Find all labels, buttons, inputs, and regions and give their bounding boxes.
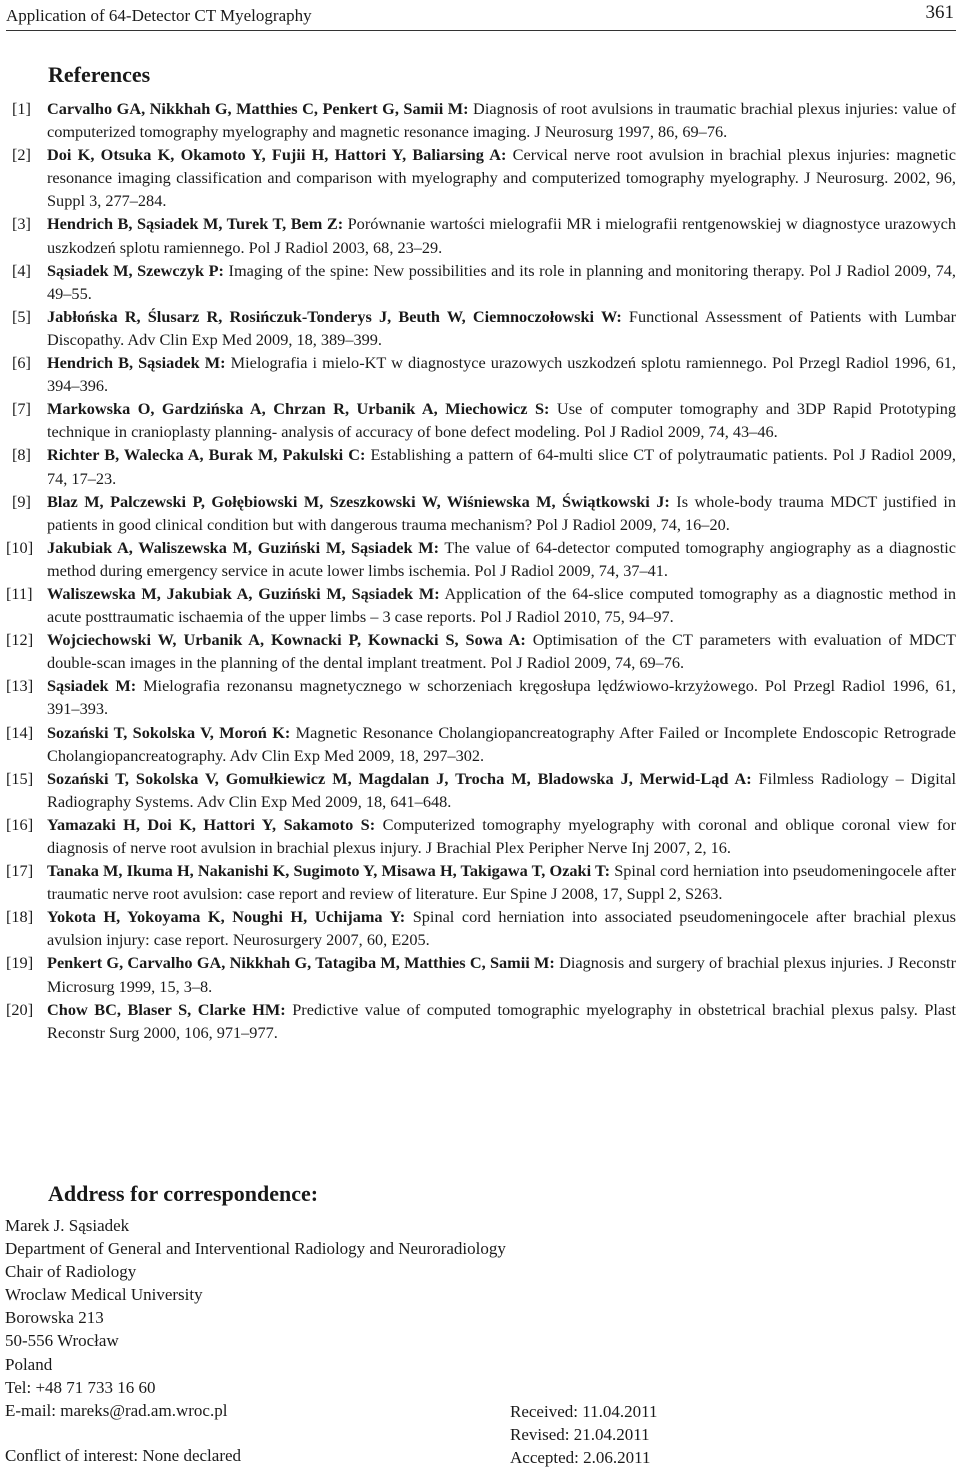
- reference-number: [13]: [6, 676, 34, 696]
- reference-text: Application of the 64-slice computed tomography as a diagnostic method in acute posttraumatic ischaemia of the upper limbs – 3 case reports. Pol J Radiol 2010, 75, 94–97.: [47, 583, 956, 627]
- running-header: [6, 0, 956, 31]
- reference-item: [0, 536, 960, 582]
- address-line: Wroclaw Medical University: [5, 1285, 203, 1305]
- reference-authors: Sąsiadek M:: [47, 676, 137, 696]
- address-line: E-mail: mareks@rad.am.wroc.pl: [5, 1400, 228, 1420]
- reference-text: Porównanie wartości mielografii MR i mielografii rentgenowskiej w diagnostyce urazowych uszkodzeń splotu ramiennego. Pol J Radiol 2003, 68, 23–29.: [47, 214, 956, 257]
- reference-item: [0, 905, 960, 951]
- address-line: Department of General and Interventional Radiology and Neuroradiology: [5, 1239, 506, 1259]
- reference-item: [0, 305, 960, 351]
- reference-text: Optimisation of the CT parameters with evaluation of MDCT double-scan images in the planning of the dental implant treatment. Pol J Radiol 2009, 74, 69–76.: [47, 630, 956, 673]
- reference-item: [0, 212, 960, 258]
- reference-text: The value of 64-detector computed tomography angiography as a diagnostic method during emergency service in acute lower limbs ischemia. Pol J Radiol 2009, 74, 37–41.: [47, 537, 956, 580]
- reference-authors: Wojciechowski W, Urbanik A, Kownacki P, Kownacki S, Sowa A:: [47, 630, 526, 650]
- reference-item: [0, 998, 960, 1044]
- reference-authors: Carvalho GA, Nikkhah G, Matthies C, Penkert G, Samii M:: [47, 99, 469, 118]
- reference-authors: Hendrich B, Sąsiadek M, Turek T, Bem Z:: [47, 214, 344, 234]
- reference-number: [15]: [6, 768, 34, 788]
- reference-item: [0, 951, 960, 997]
- reference-item: [0, 351, 960, 397]
- reference-list: [0, 97, 960, 1044]
- reference-text: Cervical nerve root avulsion in brachial plexus injuries: magnetic resonance imaging classification and comparison with myelography and computerized tomography myelography. J Neurosurg. 2002, 96, Suppl 3, 277–284.: [47, 145, 956, 211]
- reference-authors: Markowska O, Gardzińska A, Chrzan R, Urbanik A, Miechowicz S:: [47, 399, 550, 419]
- reference-authors: Penkert G, Carvalho GA, Nikkhah G, Tatagiba M, Matthies C, Samii M:: [47, 953, 555, 973]
- accepted-date: Accepted: 2.06.2011: [510, 1448, 651, 1468]
- reference-text: Functional Assessment of Patients with Lumbar Discopathy. Adv Clin Exp Med 2009, 18, 389–399.: [47, 306, 957, 349]
- reference-number: [9]: [12, 491, 31, 511]
- reference-authors: Yamazaki H, Doi K, Hattori Y, Sakamoto S:: [47, 814, 376, 834]
- received-date: Received: 11.04.2011: [510, 1402, 658, 1421]
- address-line: 50-556 Wrocław: [5, 1331, 119, 1351]
- reference-item: [0, 397, 960, 443]
- running-title: Application of 64-Detector CT Myelography: [6, 6, 312, 25]
- reference-number: [11]: [6, 583, 33, 603]
- dates-block: [510, 1400, 657, 1469]
- reference-item: [0, 813, 960, 859]
- reference-number: [10]: [6, 537, 34, 557]
- revised-date: Revised: 21.04.2011: [510, 1425, 650, 1445]
- reference-authors: Richter B, Walecka A, Burak M, Pakulski C:: [47, 445, 366, 465]
- address-heading: Address for correspondence:: [48, 1181, 319, 1206]
- reference-number: [2]: [12, 145, 31, 165]
- reference-authors: Waliszewska M, Jakubiak A, Guziński M, Sąsiadek M:: [47, 583, 440, 603]
- reference-text: Mielografia rezonansu magnetycznego w schorzeniach kręgosłupa lędźwiowo-krzyżowego. Pol Przegl Radiol 1996, 61, 391–393.: [47, 676, 956, 719]
- reference-number: [12]: [6, 630, 34, 650]
- reference-item: [0, 767, 960, 813]
- reference-authors: Chow BC, Blaser S, Clarke HM:: [47, 999, 286, 1019]
- reference-text: Magnetic Resonance Cholangiopancreatography After Failed or Incomplete Endoscopic Retrograde Cholangiopancreatography. Adv Clin Exp Med 2009, 18, 297–302.: [47, 722, 956, 765]
- reference-item: [0, 490, 960, 536]
- reference-item: [0, 582, 960, 628]
- reference-text: Imaging of the spine: New possibilities and its role in planning and monitoring therapy. Pol J Radiol 2009, 74, 49–55.: [47, 260, 956, 303]
- reference-item: [0, 859, 960, 905]
- reference-number: [19]: [6, 953, 34, 973]
- address-line: Marek J. Sąsiadek: [5, 1216, 130, 1235]
- reference-text: Diagnosis of root avulsions in traumatic brachial plexus injuries: value of computerized tomography myelography and magnetic resonance imaging. J Neurosurg 1997, 86, 69–76.: [47, 99, 956, 142]
- reference-number: [20]: [6, 999, 34, 1019]
- reference-text: Spinal cord herniation into pseudomeningocele after traumatic nerve root avulsion: case report and review of literature. Eur Spine J 2008, 17, Suppl 2, S263.: [47, 861, 956, 904]
- reference-text: Diagnosis and surgery of brachial plexus injuries. J Reconstr Microsurg 1999, 15, 3–8.: [47, 953, 956, 996]
- address-line: Tel: +48 71 733 16 60: [5, 1377, 156, 1397]
- address-line: Borowska 213: [5, 1308, 104, 1328]
- reference-text: Mielografia i mielo-KT w diagnostyce urazowych uszkodzeń splotu ramiennego. Pol Przegl Radiol 1996, 61, 394–396.: [47, 353, 956, 396]
- reference-authors: Hendrich B, Sąsiadek M:: [47, 353, 226, 373]
- reference-authors: Tanaka M, Ikuma H, Nakanishi K, Sugimoto Y, Misawa H, Takigawa T, Ozaki T:: [47, 861, 611, 881]
- reference-text: Spinal cord herniation into associated pseudomeningocele after brachial plexus avulsion injury: case report. Neurosurgery 2007, 60, E205.: [47, 907, 956, 950]
- references-heading: References: [48, 62, 151, 87]
- reference-authors: Doi K, Otsuka K, Okamoto Y, Fujii H, Hattori Y, Baliarsing A:: [47, 145, 507, 165]
- reference-number: [6]: [12, 353, 31, 373]
- reference-text: Is whole-body trauma MDCT justified in patients in good clinical condition but with dangerous trauma mechanism? Pol J Radiol 2009, 74, 16–20.: [47, 491, 956, 534]
- reference-authors: Jabłońska R, Ślusarz R, Rosińczuk-Tonderys J, Beuth W, Ciemnoczołowski W:: [47, 306, 622, 326]
- reference-text: Predictive value of computed tomographic myelography in obstetrical brachial plexus palsy. Plast Reconstr Surg 2000, 106, 971–977.: [47, 999, 956, 1042]
- reference-authors: Sozański T, Sokolska V, Gomułkiewicz M, Magdalan J, Trocha M, Bladowska J, Merwid-Ląd A:: [47, 768, 752, 788]
- reference-item: [0, 628, 960, 674]
- reference-number: [16]: [6, 814, 34, 834]
- reference-item: [0, 259, 960, 305]
- reference-authors: Yokota H, Yokoyama K, Noughi H, Uchijama Y:: [47, 907, 406, 927]
- address-line: Chair of Radiology: [5, 1262, 137, 1282]
- reference-number: [17]: [6, 861, 34, 881]
- reference-number: [14]: [6, 722, 34, 742]
- reference-number: [18]: [6, 907, 34, 927]
- reference-item: [0, 143, 960, 212]
- reference-authors: Sozański T, Sokolska V, Moroń K:: [47, 722, 291, 742]
- reference-number: [7]: [12, 399, 31, 419]
- reference-text: Filmless Radiology – Digital Radiography Systems. Adv Clin Exp Med 2009, 18, 641–648.: [47, 768, 956, 811]
- conflict-of-interest: Conflict of interest: None declared: [5, 1446, 242, 1465]
- reference-number: [4]: [12, 260, 31, 280]
- reference-text: Use of computer tomography and 3DP Rapid Prototyping technique in cranioplasty planning- analysis of accuracy of bone defect modeling. Pol J Radiol 2009, 74, 43–46.: [47, 399, 957, 442]
- reference-item: [0, 97, 960, 143]
- reference-item: [0, 674, 960, 720]
- address-block: [5, 1214, 506, 1422]
- reference-item: [0, 443, 960, 489]
- reference-text: Computerized tomography myelography with coronal and oblique coronal view for diagnosis of nerve root avulsion in brachial plexus injury. J Brachial Plex Peripher Nerve Inj 2007, 2, 16.: [47, 814, 956, 857]
- reference-number: [5]: [12, 306, 31, 326]
- reference-number: [8]: [12, 445, 31, 465]
- page-number: 361: [925, 2, 954, 23]
- reference-text: Establishing a pattern of 64-multi slice CT of polytraumatic patients. Pol J Radiol 2009, 74, 17–23.: [47, 445, 956, 488]
- reference-authors: Sąsiadek M, Szewczyk P:: [47, 260, 224, 280]
- reference-number: [1]: [12, 99, 31, 118]
- reference-number: [3]: [12, 214, 31, 234]
- address-line: Poland: [5, 1354, 53, 1374]
- reference-authors: Jakubiak A, Waliszewska M, Guziński M, Sąsiadek M:: [47, 537, 440, 557]
- reference-authors: Blaz M, Palczewski P, Gołębiowski M, Szeszkowski W, Wiśniewska M, Świątkowski J:: [47, 491, 670, 511]
- reference-item: [0, 721, 960, 767]
